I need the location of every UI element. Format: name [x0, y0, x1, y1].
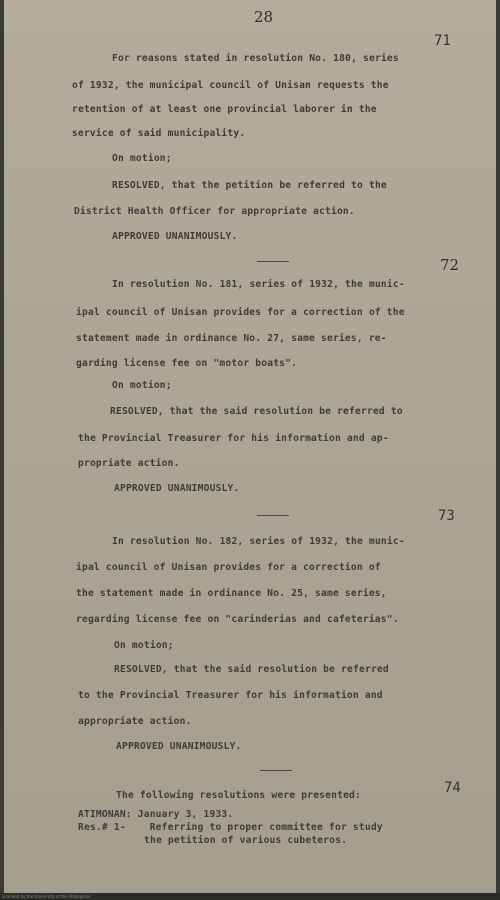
resolution-number-72: 72: [440, 256, 460, 274]
text-line: District Health Officer for appropriate action.: [74, 206, 355, 217]
text-line: regarding license fee on "carinderias and cafeterias".: [76, 614, 399, 625]
text-line: In resolution No. 182, series of 1932, the munic-: [112, 536, 405, 547]
text-line: Res.# 1- Referring to proper committee for study: [78, 822, 383, 833]
text-line: statement made in ordinance No. 27, same series, re-: [76, 333, 387, 344]
text-line: appropriate action.: [78, 716, 192, 727]
text-line: APPROVED UNANIMOUSLY.: [112, 231, 238, 242]
text-line: On motion;: [112, 380, 172, 391]
text-line: service of said municipality.: [72, 128, 246, 139]
text-line: retention of at least one provincial laborer in the: [72, 104, 377, 115]
resolution-number-73: 73: [438, 508, 455, 524]
resolution-number-74: 74: [444, 780, 461, 796]
text-line: APPROVED UNANIMOUSLY.: [116, 741, 242, 752]
separator-line: [257, 515, 289, 516]
text-line: the statement made in ordinance No. 25, same series,: [76, 588, 387, 599]
text-line: The following resolutions were presented:: [116, 790, 362, 801]
text-line: For reasons stated in resolution No. 180, series: [112, 53, 399, 64]
separator-line: [257, 261, 289, 262]
text-line: RESOLVED, that the petition be referred to the: [112, 180, 387, 191]
text-line: ipal council of Unisan provides for a correction of: [76, 562, 381, 573]
scan-footer: Scanned by the University of the Philippines: [0, 893, 500, 900]
text-line: the petition of various cubeteros.: [144, 835, 348, 846]
text-line: In resolution No. 181, series of 1932, the munic-: [112, 279, 405, 290]
text-line: to the Provincial Treasurer for his information and: [78, 690, 383, 701]
separator-line: [260, 770, 292, 771]
text-line: propriate action.: [78, 458, 180, 469]
text-line: RESOLVED, that the said resolution be referred: [114, 664, 389, 675]
text-line: ATIMONAN: January 3, 1933.: [78, 809, 234, 820]
resolution-number-71: 71: [434, 33, 451, 49]
text-line: of 1932, the municipal council of Unisan requests the: [72, 80, 389, 91]
text-line: garding license fee on "motor boats".: [76, 358, 298, 369]
text-line: ipal council of Unisan provides for a correction of the: [76, 307, 405, 318]
text-line: RESOLVED, that the said resolution be referred to: [110, 406, 403, 417]
document-page: [4, 0, 496, 893]
text-line: On motion;: [114, 640, 174, 651]
text-line: the Provincial Treasurer for his information and ap-: [78, 433, 389, 444]
text-line: On motion;: [112, 153, 172, 164]
text-line: APPROVED UNANIMOUSLY.: [114, 483, 240, 494]
page-number: 28: [254, 8, 274, 26]
